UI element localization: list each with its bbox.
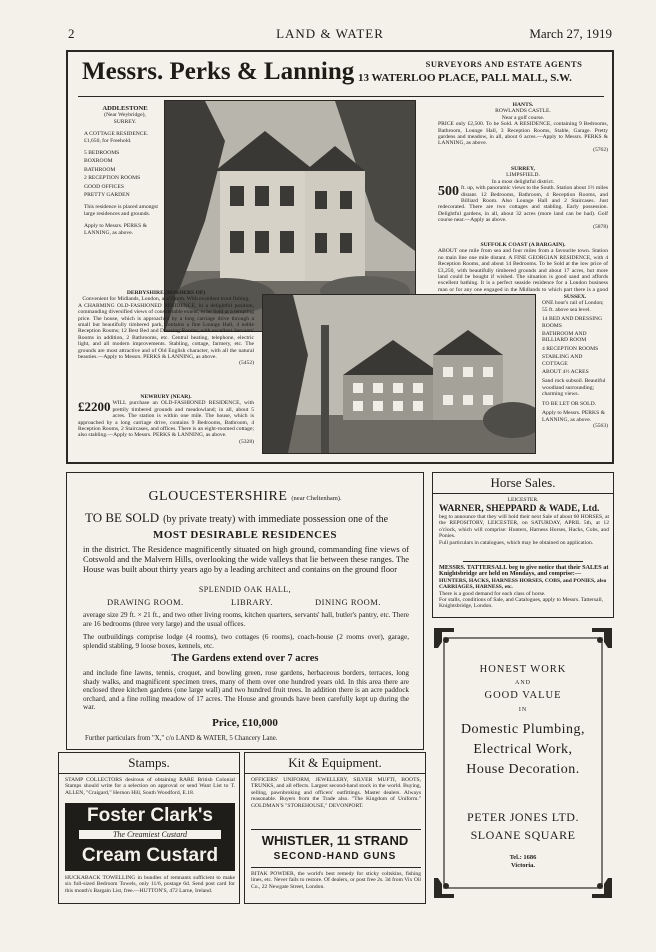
hants-listing [438,102,608,153]
horse-sales-advert [432,472,614,618]
surrey-price: 500 [438,184,459,200]
surrey-body: ft. up, with panoramic views to the South. Station about 1½ miles distant. 12 Bedrooms, Bathroom, 4 Reception Rooms, and Billiard Room. Also Lounge Hall and 2 Staircases. Just redecorated. There are two cottages and stabling. Early possession. Delightful gardens, in all, about 32 acres (more land can be had). Golf course near.—Apply as above. [438,185,608,224]
suffolk-title: SUFFOLK COAST (A BARGAIN). [480,242,566,248]
derbyshire-body: A CHARMING OLD-FASHIONED RESIDENCE, in a delightful position, commanding diversified views of considerable extent, to be Sold at a tempting price. The house, which is approached by a long carriage drive through a small but beautifully timbered park, contains a fine Lounge Hall, 4 noble Reception Rooms; 12 Best Bed and Dressing Rooms; with excellent Servants' Rooms in addition, 2 Bathrooms, etc. Central heating, telephone, electric light, and all modern improvements. Stabling, cottage, farmery, etc. The grounds are most attractive and of Old English character, with all the natural beauties.—Apply to Messrs. PERKS & LANNING, as above. [78,302,254,361]
stamps-body: STAMP COLLECTORS desirous of obtaining RARE British Colonial Stamps should write for a selection on approval or send Want List to T. ALLEN, "Craigard," Hernon Hill, South Woodford, E.18. [65,777,235,796]
addlestone-room-4: 2 RECEPTION ROOMS [84,175,141,182]
kit-divider-2 [251,867,421,868]
magazine-title: LAND & WATER [276,26,384,41]
sussex-intro: ONE hour's rail of London; 55 ft. above sea level. [542,300,604,313]
fc-brand: Foster Clark's [87,805,213,826]
horse-title: Horse Sales. [490,475,556,490]
glos-room-2: LIBRARY. [231,597,273,607]
horse-warner [439,504,609,546]
horse-tattersall-list: HUNTERS, HACKS, HARNESS HORSES, COBS, and PONIES, also CARRIAGES, HARNESS, etc. [439,577,607,591]
pj-in: IN [518,707,528,713]
derbyshire-title: DERBYSHIRE (BORDERS OF) [126,290,206,296]
pj-service-1: Domestic Plumbing, [460,722,586,737]
stamps-column [58,752,240,904]
kit-whistler2: SECOND-HAND GUNS [273,851,397,862]
horse-warner-body2: Full particulars in catalogues, which may be obtained on application. [439,539,594,546]
glos-title-line [67,487,423,505]
issue-date: March 27, 1919 [529,26,612,41]
newbury-price: £2200 [78,399,111,415]
addlestone-county: SURREY. [113,118,137,125]
horse-tattersall-intro: MESSRS. TATTERSALL beg to give notice that their SALES at Knightsbridge are held on Mondays, and comprise:— [439,564,609,578]
glos-gardens: The Gardens extend over 7 acres [171,653,319,664]
sussex-room-5: ABOUT 4½ ACRES [542,369,589,376]
kit-title: Kit & Equipment. [288,755,382,770]
fc-product: Cream Custard [81,845,219,866]
pj-and: AND [515,680,531,686]
perks-lanning-advert [66,50,614,464]
addlestone-apply: Apply to Messrs. PERKS & LANNING, as above. [84,223,147,236]
hants-near: Near a golf course. [501,114,545,121]
huckaback-body: HUCKABACK TOWELLING in bundles of remnants sufficient to make six full-sized Bedroom Towels, only 11/6, postage 6d. Send post card for this month's Bargain List, free.—HUTTON'S, 472 Larne, Ireland. [65,875,235,894]
glos-heading: MOST DESIRABLE RESIDENCES [152,529,338,541]
surrey-listing [438,166,608,230]
page-number: 2 [68,26,75,41]
stamps-title: Stamps. [128,755,170,770]
perks-lanning-tagline: SURVEYORS AND ESTATE AGENTS [425,59,583,69]
glos-title: GLOUCESTERSHIRE [148,489,288,504]
horse-warner-name: WARNER, SHEPPARD & WADE, Ltd. [439,504,600,514]
pj-place: SLOANE SQUARE [470,828,576,842]
surrey-sub2: In a most delightful district. [491,178,555,185]
derbyshire-listing [78,290,254,367]
addlestone-room-6: PRETTY GARDEN [84,192,130,199]
addlestone-listing [84,106,166,236]
horse-tattersall [439,565,609,610]
hants-sub: ROWLANDS CASTLE. [495,108,551,115]
sussex-ref: (5563) [593,422,608,429]
sussex-room-1: 14 BED AND DRESSING ROOMS [542,316,603,329]
horse-warner-body: beg to announce that they will hold their next Sale of about 60 HORSES, at the REPOSITORY, LEICESTER, on SATURDAY, APRIL 5th, at 12 o'clock, which will comprise: Hunters, Harness Horses, Hacks, Cobs, and Ponies. [439,514,609,540]
glos-p3: The outbuildings comprise lodge (4 rooms), two cottages (6 rooms), coach-house (2 rooms over), garage, splendid stabling, 9 loose boxes, kennels, etc. [83,633,409,650]
pj-honest: HONEST WORK [479,664,567,675]
surrey-title: SURREY, [511,166,535,172]
newbury-ref: (5328) [239,438,254,445]
glos-lead-text: (by private treaty) with immediate possession one of the [163,514,389,525]
glos-title-note: (near Cheltenham). [291,495,342,502]
suffolk-body: ABOUT one mile from sea and four miles from a favourite town. Station no main line one mile distant. A FINE GEORGIAN RESIDENCE, with 4 Reception Rooms, and about 14 Bedrooms. To be Sold at the low price of £3,250, with beautifully timbered grounds and about 17 acres, but more land could be bought if wished. The situation is good sand and affords excellent bathing. It is a perfect seaside residence for a London business man or for any one engaged in the Midlands to which part there is a good [438,248,608,293]
horse-tattersall-stalls: For stalls, conditions of Sale, and Catalogues, apply to Messrs. Tattersall, Knightsbridge, London. [439,597,604,610]
glos-p2: average size 29 ft. × 21 ft., and two other living rooms, kitchen quarters, servants' hall, butler's pantry, etc. There are 16 bedrooms (three very large) and the usual offices. [83,611,409,628]
horse-tattersall-demand: There is a good demand for each class of horse. [439,590,546,597]
horse-leicester: LEICESTER. [507,497,539,503]
sussex-tolet: TO BE LET OR SOLD. [542,400,597,407]
addlestone-body: This residence is placed amongst large residences and grounds. [84,204,158,217]
glos-room-1: DRAWING ROOM. [107,597,184,607]
hants-title: HANTS. [512,102,534,108]
pj-tel: Tel.: 1686 [509,854,537,861]
kit-whistler: WHISTLER, 11 STRAND [261,833,409,848]
foster-clark-banner [65,803,235,871]
pj-tel2: Victoria. [510,862,536,869]
sussex-title: SUSSEX. [563,294,587,300]
derbyshire-sub: Convenient for Midlands, London, and North. With excellent trout fishing. [82,296,250,303]
surrey-ref: (5878) [593,223,608,230]
glos-lead [85,509,409,527]
horse-divider [463,561,583,562]
sussex-room-4: STABLING AND COTTAGE [542,354,583,367]
glos-lead-caps: TO BE SOLD [85,510,160,525]
sussex-room-3: 4 RECEPTION ROOMS [542,345,599,352]
addlestone-title: ADDLESTONE [102,105,148,112]
newbury-listing [78,394,254,445]
sussex-apply: Apply to Messrs. PERKS & LANNING, as above. [542,410,605,423]
glos-hall: SPLENDID OAK HALL, [198,585,292,594]
glos-p4: and include fine lawns, tennis, croquet, and bowling green, rose gardens, herbaceous borders, terraces, long shady walks, and magnificent specimen trees, many of them over one hundred years old. In this area there are enclosed three kitchen gardens (one large wall) and two hundred fruit trees. In addition there is an acre paddock orchard, and a fine rolling meadow of 17 acres. The House and grounds have been carefully kept up during the war. [83,669,409,712]
glos-room-3: DINING ROOM. [315,597,381,607]
header-rule [78,96,604,97]
pj-service-2: Electrical Work, [473,742,573,757]
glos-p1: in the district. The Residence magnificently situated on high ground, commanding fine views of Cotswold and the Malvern Hills, overlooking the wide valleys that lie between these ranges. The House was built about thirty years ago by a leading architect and contains on the ground floor [83,545,409,574]
newbury-title: NEWBURY (NEAR). [140,394,192,400]
derbyshire-ref: (5452) [239,360,254,367]
kit-rule [245,773,425,774]
suffolk-listing [438,242,608,300]
peter-jones-advert [432,626,614,900]
kit-bitak: BITAK POWDER, the world's best remedy for sticky coltskins, fishing lines, etc. Never fails to restore. Of dealers, or post free 2s. 3d from Vix Oil Co., 22 Newgate Street, London. [251,871,421,890]
addlestone-sub: (Near Weybridge), [104,112,146,119]
sussex-listing [542,294,608,429]
addlestone-room-5: GOOD OFFICES [84,183,124,190]
pj-service-3: House Decoration. [466,762,580,777]
kit-officers: OFFICERS' UNIFORM, JEWELLERY, SILVER MUFTI, BOOTS, TRUNKS, and all effects. Largest second-hand stock in the world. Buying, selling, pawnbroking and officers' outfittings. Master dealers. Always reasonable. Buyers from the Trade also. "The Kingdom of Uniform." GOLDMAN'S "STOREHOUSE," DEVONPORT. [251,777,421,809]
addlestone-room-3: BATHROOM [84,166,116,173]
hants-body: PRICE only £2,500. To be Sold. A RESIDENCE, containing 9 Bedrooms, Bathroom, Lounge Hall, 3 Reception Rooms, Stable, Garage. Pretty gardens and meadow, in all, about 6 acres.—Apply to Messrs. PERKS & LANNING, as above. [438,121,608,147]
glos-footer: Further particulars from "X," c/o LAND & WATER, 5 Chancery Lane. [85,735,278,742]
glos-price: Price, £10,000 [212,717,278,729]
pj-name: PETER JONES LTD. [467,810,579,824]
gloucestershire-advert [66,472,424,750]
perks-lanning-name: Messrs. Perks & Lanning [82,58,355,85]
sussex-house-photo [262,294,536,454]
newbury-body: WILL purchase an OLD-FASHIONED RESIDENCE, with prettily timbered grounds and meadowland; in all, about 5 acres. The station is within one mile. The house, which is approached by a long carriage drive, contains 9 Bedrooms, Bathroom, 4 Reception Rooms, 2 Staircases, and offices. There is an eight-roomed cottage; also stabling.—Apply to Messrs. PERKS & LANNING, as above. [78,400,254,439]
pj-value: GOOD VALUE [484,690,562,701]
addlestone-intro: A COTTAGE RESIDENCE. £1,650, for Freehold. [84,131,149,144]
addlestone-room-1: 5 BEDROOMS [84,150,120,157]
hants-ref: (5762) [593,146,608,153]
horse-rule [433,493,613,494]
sussex-body: Sand rock subsoil. Beautiful woodland surrounding; charming views. [542,378,606,398]
surrey-sub: LIMPSFIELD. [506,172,540,179]
sussex-room-2: BATHROOM AND BILLIARD ROOM [542,331,587,344]
addlestone-room-2: BOXROOM [84,158,113,165]
kit-divider [251,829,421,830]
perks-lanning-address: 13 WATERLOO PLACE, PALL MALL, S.W. [358,72,572,84]
stamps-rule [59,773,239,774]
fc-script: The Creamiest Custard [79,830,221,839]
kit-equipment-column [244,752,426,904]
